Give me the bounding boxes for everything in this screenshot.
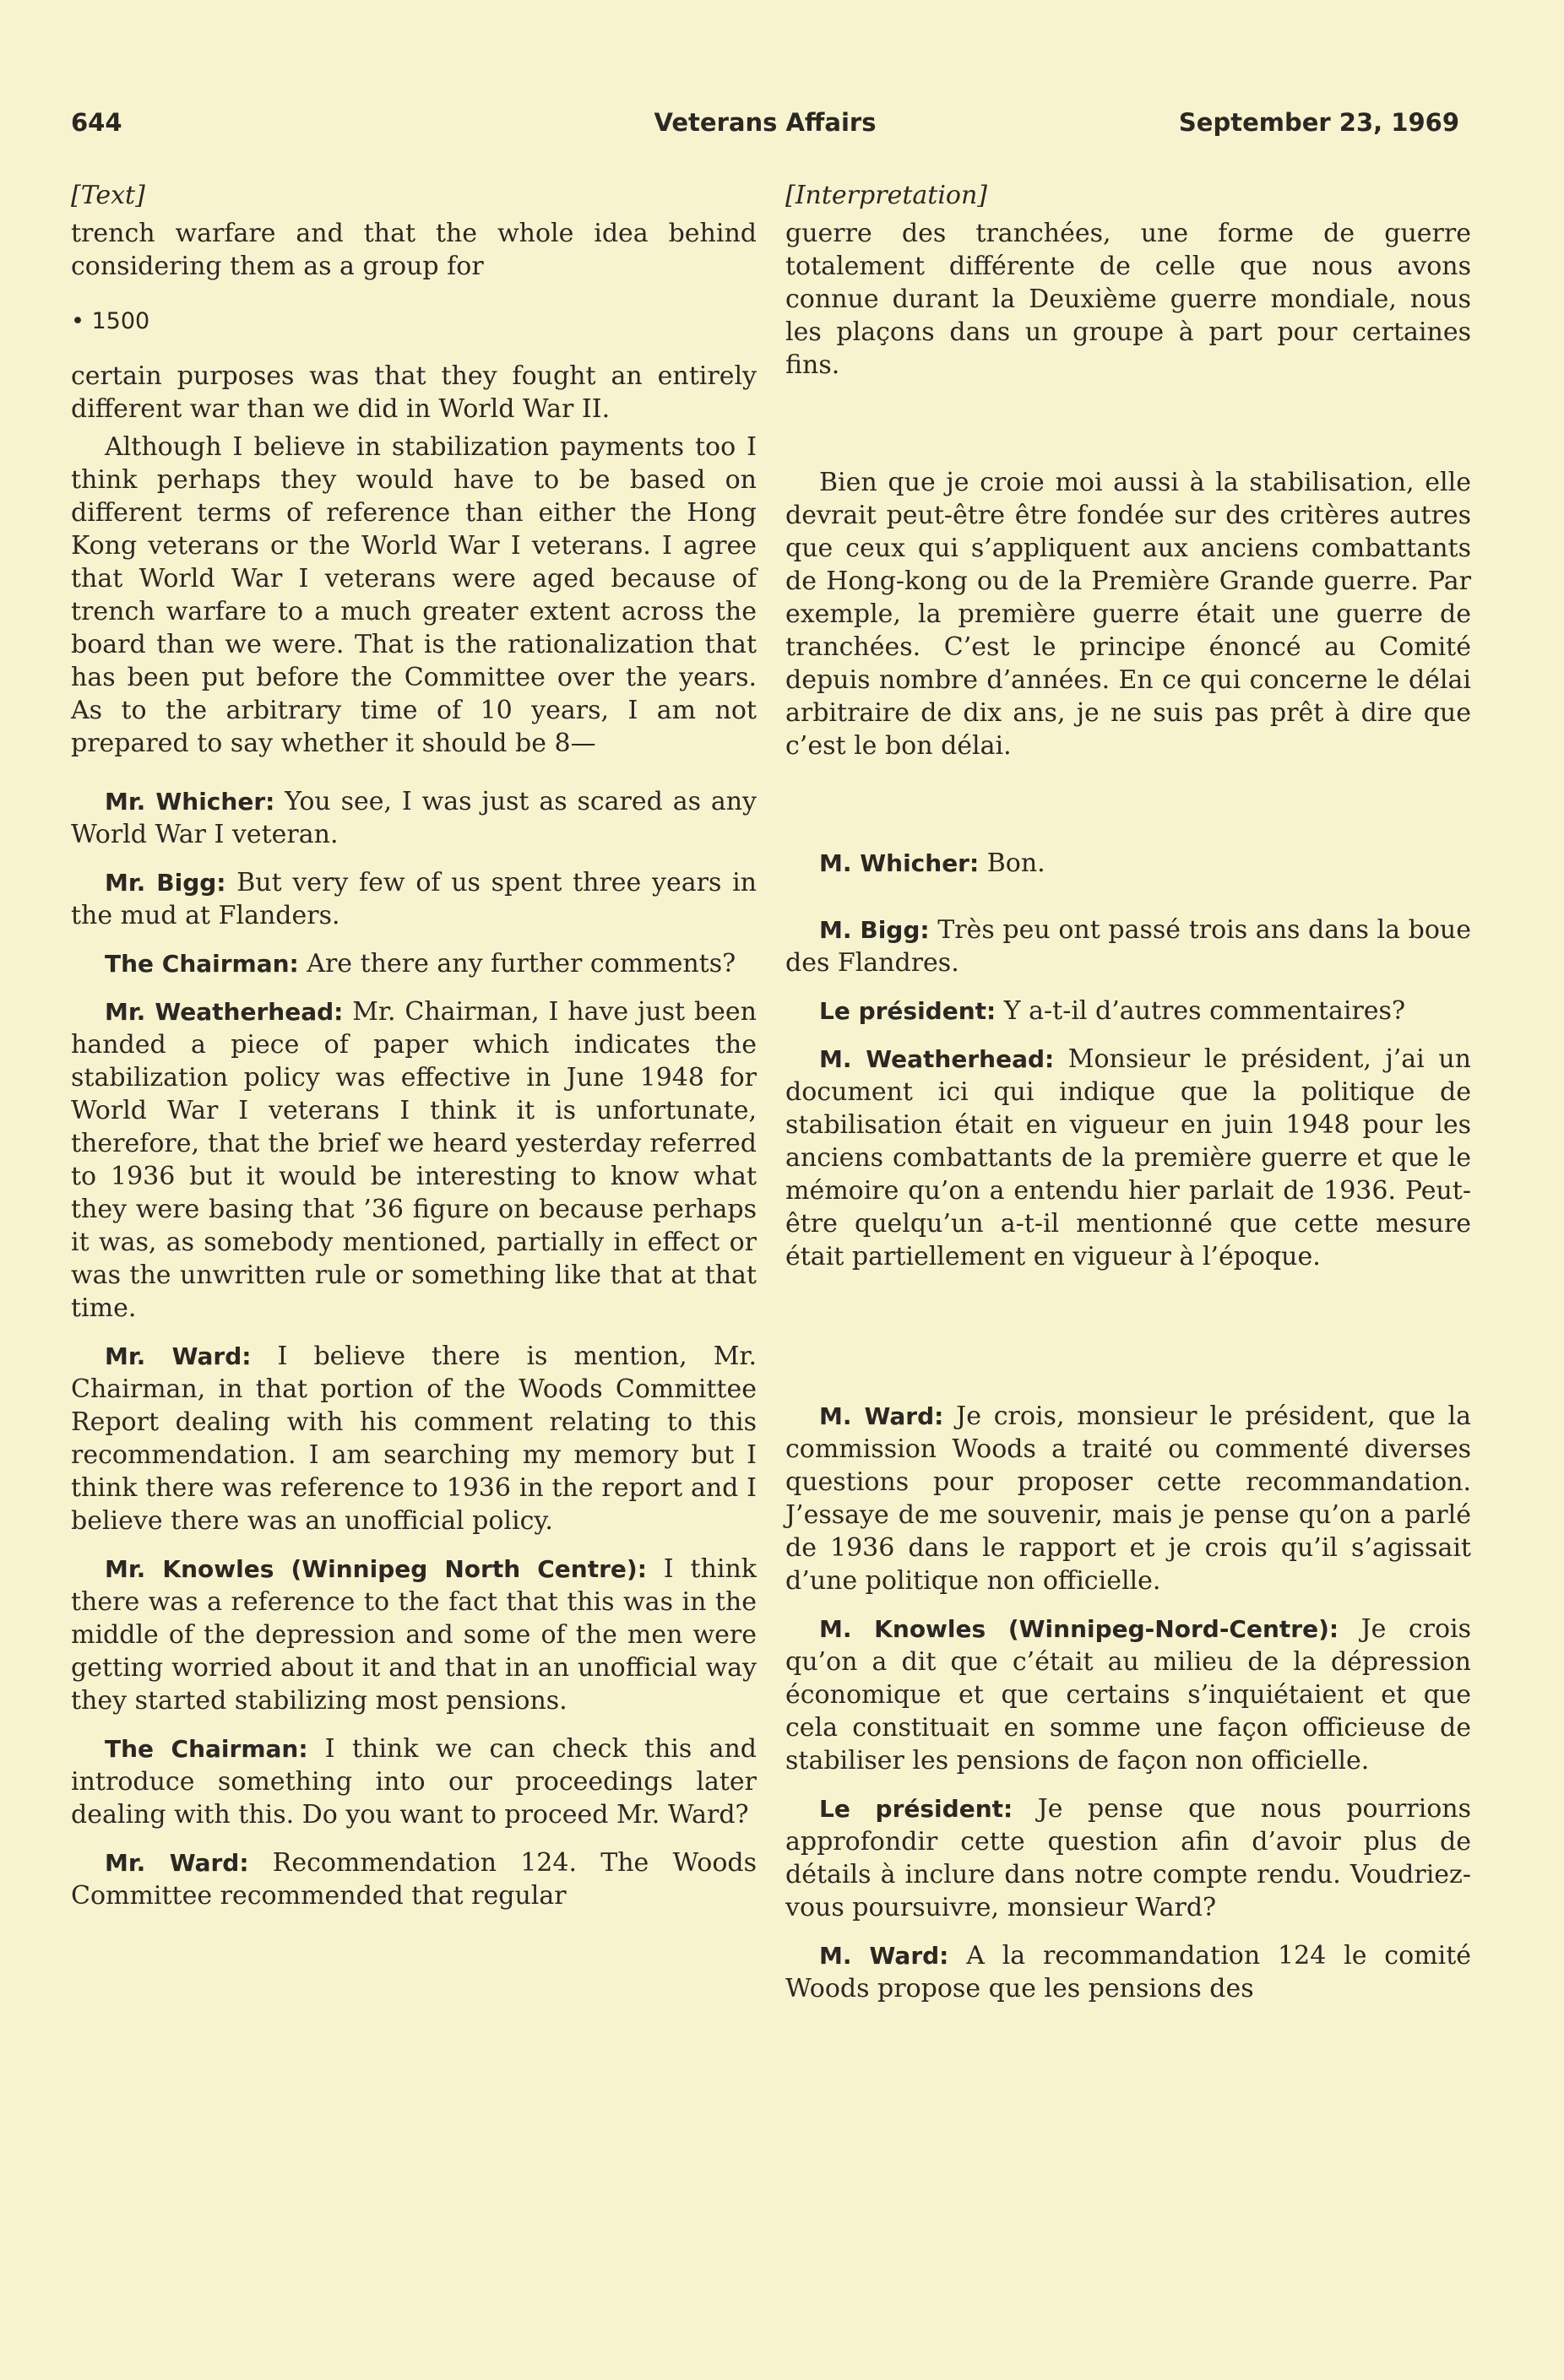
english-column: [71, 179, 757, 1912]
running-header: [71, 108, 1459, 145]
speech-text: I think there was a reference to the fact that this was in the middle of the depression and some of the men were getting worried about it and that in an unofficial way they started stabilizing most pensions.: [71, 1554, 757, 1716]
time-marker: • 1500: [71, 308, 150, 334]
speaker-name: M. Ward:: [819, 1402, 944, 1430]
speech-ward: [71, 1340, 757, 1537]
speech-weatherhead: [785, 1043, 1471, 1273]
speaker-name: M. Bigg:: [819, 916, 930, 944]
speech-bigg: [71, 866, 757, 932]
speaker-name: M. Knowles (Winnipeg-Nord-Centre):: [819, 1615, 1339, 1643]
speech-text: Je pense que nous pourrions approfondir cette question afin d’avoir plus de détails à inclure dans notre compte rendu. Voudriez-vous poursuivre, monsieur Ward?: [785, 1794, 1471, 1922]
speech-chairman: [71, 947, 757, 980]
speech-bigg: [785, 914, 1471, 979]
speech-knowles: [71, 1553, 757, 1717]
paragraph: trench warfare and that the whole idea behind considering them as a group for: [71, 219, 757, 281]
speech-text: Très peu ont passé trois ans dans la boue des Flandres.: [785, 915, 1471, 978]
speaker-name: Mr. Weatherhead:: [105, 998, 344, 1026]
paragraph: Bien que je croie moi aussi à la stabilisation, elle devrait peut-être être fondée sur des critères autres que ceux qui s’appliquent aux anciens combattants de Hong-kong ou de la Première Grande guerre. Par exemple, la première guerre était une guerre de tranchées. C’est le principe énoncé au Comité depuis nombre d’années. En ce qui concerne le délai arbitraire de dix ans, je ne suis pas prêt à dire que c’est le bon délai.: [785, 468, 1471, 761]
speech-text: Recommendation 124. The Woods Committee recommended that regular: [71, 1848, 757, 1911]
speech-whicher: [71, 785, 757, 851]
issue-date: September 23, 1969: [1178, 108, 1459, 137]
speech-whicher: [785, 847, 1471, 880]
speech-text: Monsieur le président, j’ai un document ici qui indique que la politique de stabilisation était en vigueur en juin 1948 pour les anciens combattants de la première guerre et que le mémoire qu’on a entendu hier parlait de 1936. Peut-être quelqu’un a-t-il mentionné que cette mesure était partiellement en vigueur à l’époque.: [785, 1044, 1471, 1271]
speaker-name: Mr. Bigg:: [105, 869, 226, 897]
journal-title: Veterans Affairs: [654, 108, 877, 137]
speech-chairman: [71, 1732, 757, 1831]
speaker-name: Le président:: [819, 997, 997, 1025]
paragraph: guerre des tranchées, une forme de guerre totalement différente de celle que nous avons connue durant la Deuxième guerre mondiale, nous les plaçons dans un groupe à part pour certaines fins.: [785, 219, 1471, 380]
speaker-name: The Chairman:: [105, 950, 299, 978]
speech-text: Y a-t-il d’autres commentaires?: [996, 996, 1406, 1026]
paragraph: certain purposes was that they fought an entirely different war than we did in World War II.: [71, 361, 757, 424]
speech-weatherhead: [71, 995, 757, 1325]
speech-text: Bon.: [979, 848, 1045, 878]
speech-knowles: [785, 1613, 1471, 1777]
speech-text: Mr. Chairman, I have just been handed a piece of paper which indicates the stabilization policy was effective in June 1948 for World War I veterans I think it is unfortunate, therefore, that the brief we heard yesterday referred to 1936 but it would be interesting to know what they were basing that ’36 figure on because perhaps it was, as somebody mentioned, partially in effect or was the unwritten rule or something like that at that time.: [71, 997, 757, 1323]
column-label-interpretation: [Interpretation]: [785, 181, 988, 210]
speaker-name: Mr. Whicher:: [105, 788, 275, 816]
speech-president: [785, 995, 1471, 1027]
paragraph: Although I believe in stabilization payments too I think perhaps they would have to be based on different terms of reference than either the Hong Kong veterans or the World War I veterans. I agree that World War I veterans were aged because of trench warfare to a much greater extent across the board than we were. That is the rationalization that has been put before the Committee over the years. As to the arbitrary time of 10 years, I am not prepared to say whether it should be 8—: [71, 432, 757, 758]
speech-text: Are there any further comments?: [298, 949, 736, 979]
speaker-name: M. Weatherhead:: [819, 1045, 1055, 1073]
speech-ward: [71, 1846, 757, 1912]
speech-text: I think we can check this and introduce something into our proceedings later dealing with this. Do you want to proceed Mr. Ward?: [71, 1734, 757, 1830]
speech-text: I believe there is mention, Mr. Chairman, in that portion of the Woods Committee Report dealing with his comment relating to this recommendation. I am searching my memory but I think there was reference to 1936 in the report and I believe there was an unofficial policy.: [71, 1342, 757, 1536]
column-label-text: [Text]: [71, 181, 145, 210]
speaker-name: Le président:: [819, 1795, 1013, 1823]
page-number: 644: [71, 108, 122, 137]
french-column: [785, 179, 1471, 2005]
speaker-name: The Chairman:: [105, 1735, 308, 1763]
speaker-name: M. Whicher:: [819, 849, 980, 877]
speech-text: But very few of us spent three years in the mud at Flanders.: [71, 868, 757, 930]
speech-ward: [785, 1939, 1471, 2005]
speech-president: [785, 1792, 1471, 1924]
speech-text: A la recommandation 124 le comité Woods propose que les pensions des: [785, 1941, 1471, 2003]
speaker-name: M. Ward:: [819, 1942, 949, 1970]
speaker-name: Mr. Ward:: [105, 1849, 249, 1877]
speech-text: You see, I was just as scared as any World War I veteran.: [71, 787, 757, 849]
speaker-name: Mr. Knowles (Winnipeg North Centre):: [105, 1555, 647, 1583]
speech-text: Je crois qu’on a dit que c’était au milieu de la dépression économique et que certains s’inquiétaient et que cela constituait en somme une façon officieuse de stabiliser les pensions de façon non officielle.: [785, 1614, 1472, 1776]
speaker-name: Mr. Ward:: [105, 1342, 252, 1370]
speech-text: Je crois, monsieur le président, que la commission Woods a traité ou commenté diverses questions pour proposer cette recommandation. J’essaye de me souvenir, mais je pense qu’on a parlé de 1936 dans le rapport et je crois qu’il s’agissait d’une politique non officielle.: [785, 1401, 1472, 1596]
speech-ward: [785, 1400, 1471, 1597]
